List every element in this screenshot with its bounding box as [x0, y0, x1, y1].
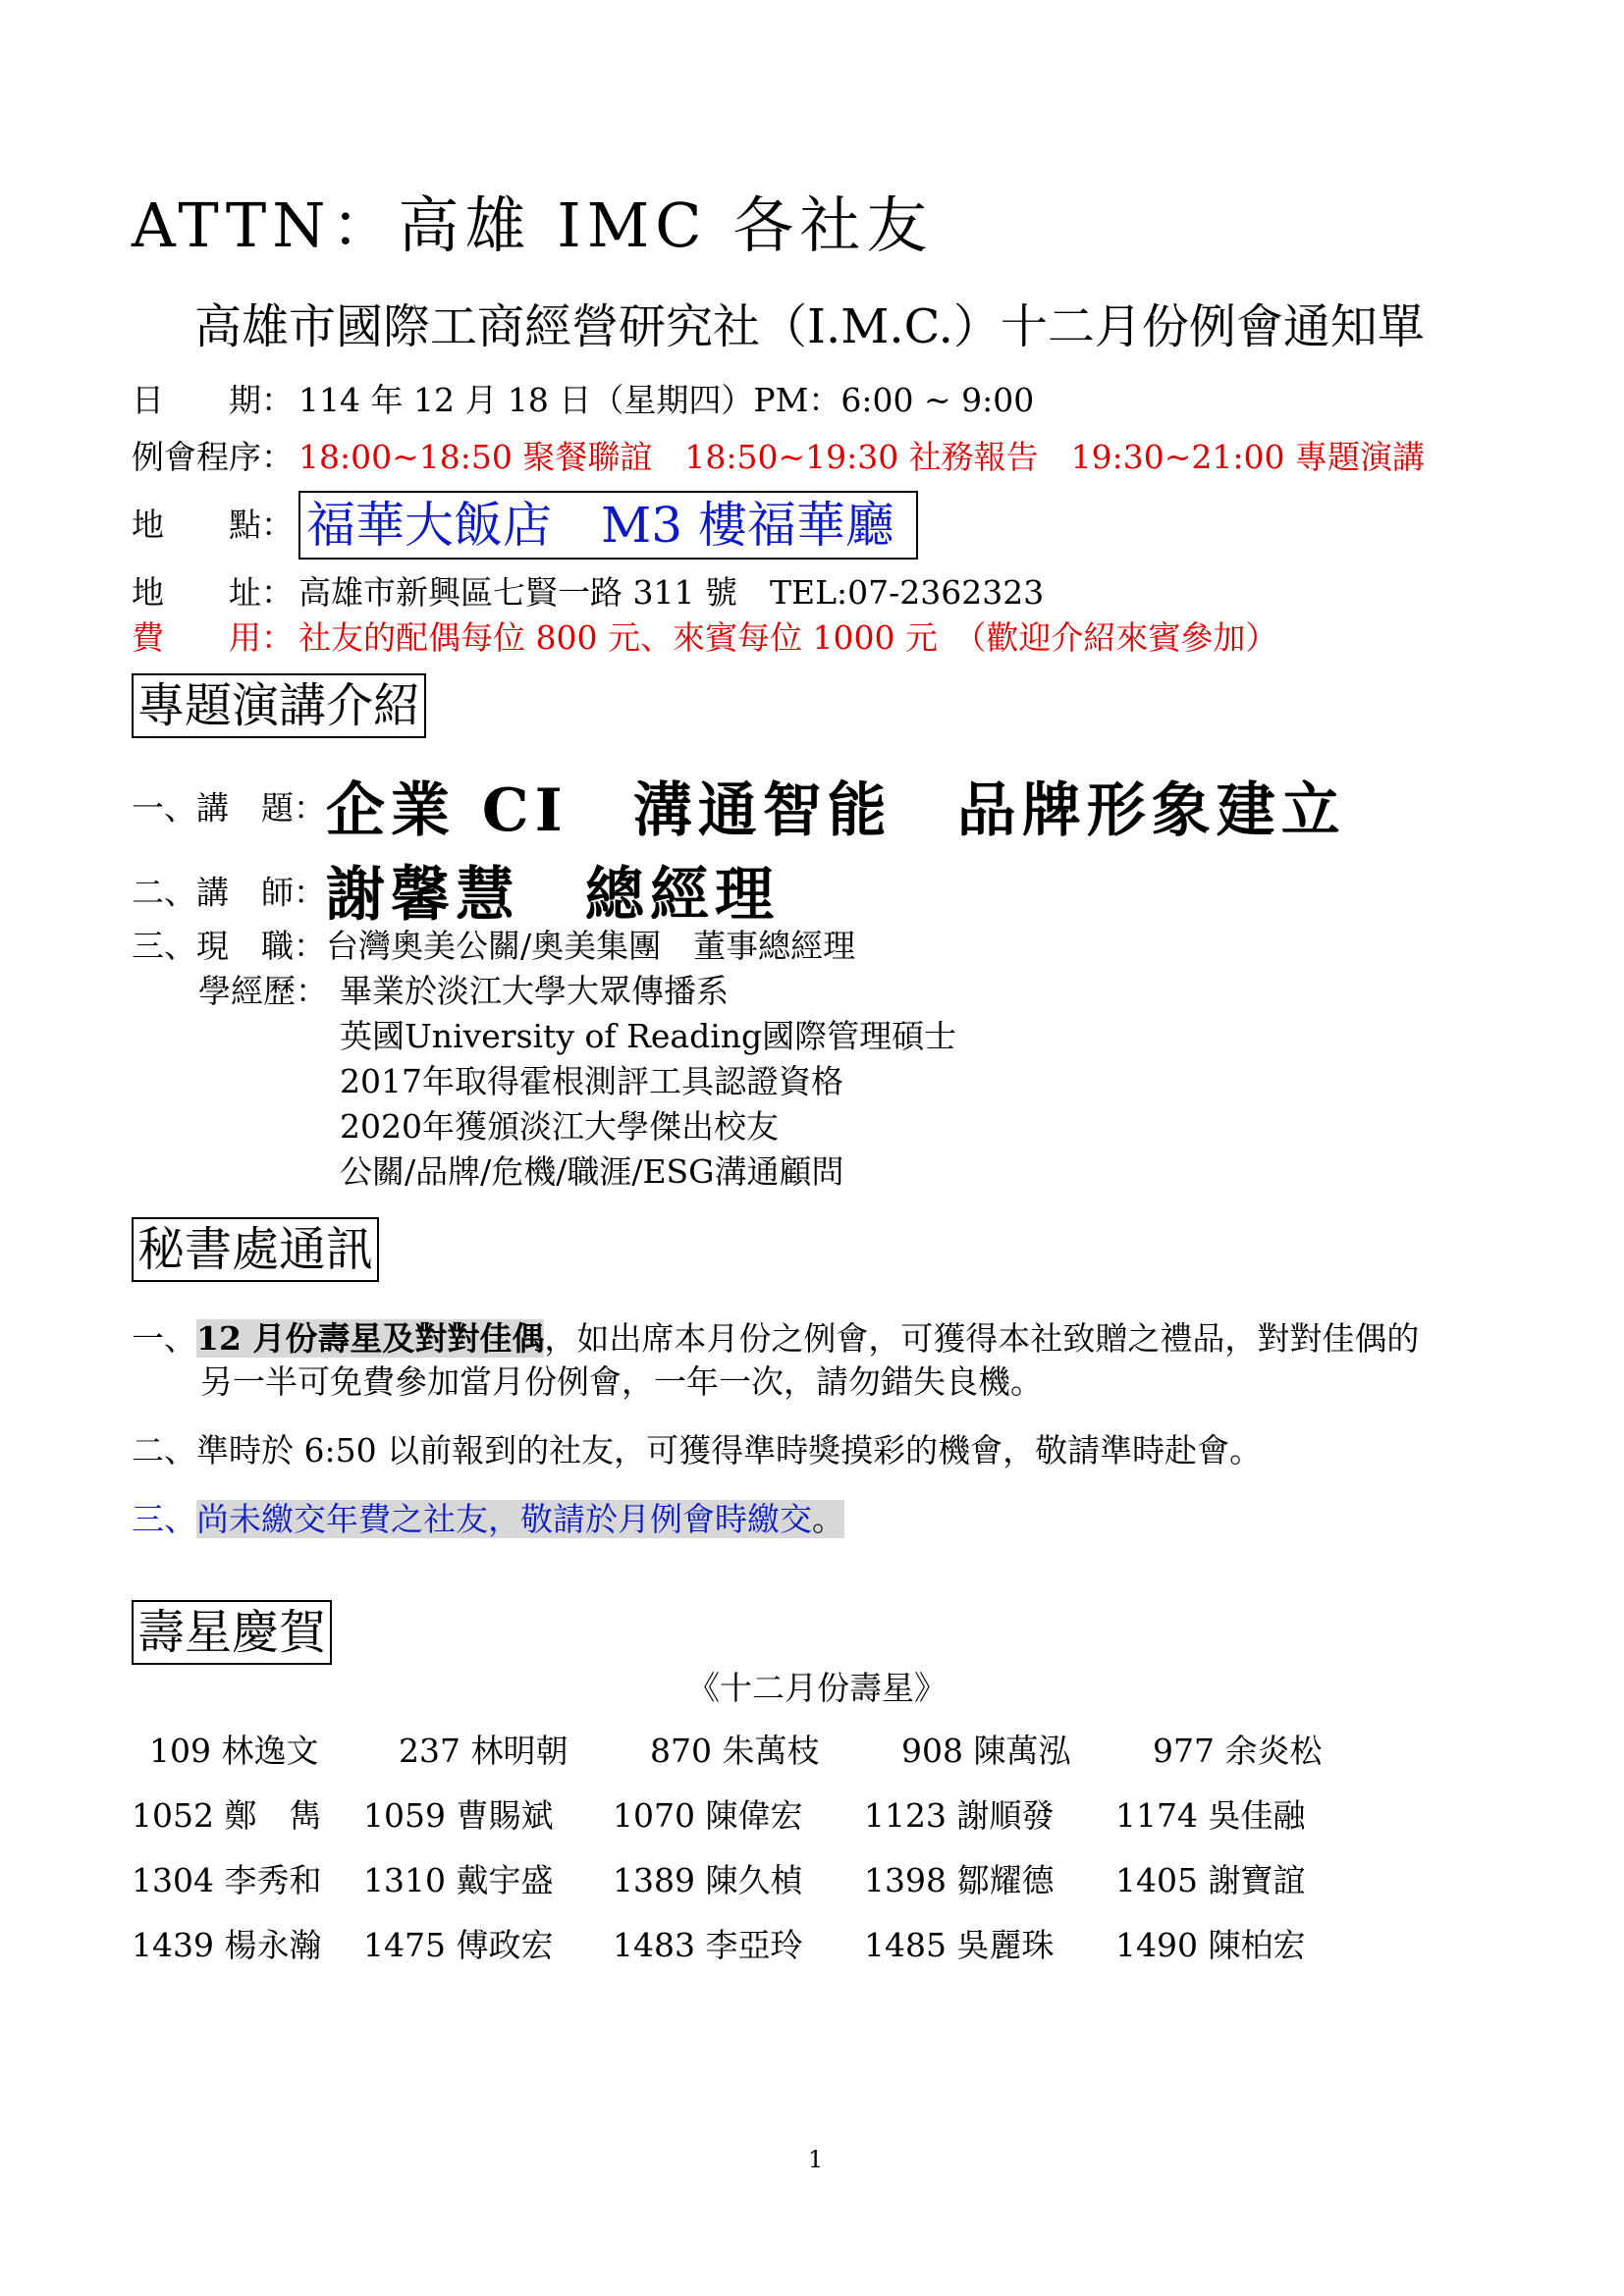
topic-value: 企業 CI 溝通智能 品牌形象建立 [326, 776, 1346, 845]
program-label: 例會程序： [132, 438, 294, 476]
birthday-member: 1059 曹賜斌 [363, 1796, 554, 1835]
birthday-member: 1475 傅政宏 [363, 1926, 554, 1964]
speaker-label: 二、講 師： [132, 873, 326, 912]
venue-line [132, 491, 918, 560]
birthday-section-title: 壽星慶賀 [132, 1600, 332, 1665]
secretariat-section-title: 秘書處通訊 [132, 1217, 379, 1282]
education-item: 英國University of Reading國際管理碩士 [340, 1017, 957, 1055]
notice-item-1-line2: 另一半可免費參加當月份例會，一年一次，請勿錯失良機。 [200, 1362, 1043, 1401]
address-label: 地 址： [132, 573, 294, 612]
position-value: 台灣奧美公關/奧美集團 董事總經理 [326, 927, 856, 965]
notice-item-2: 二、準時於 6:50 以前報到的社友，可獲得準時獎摸彩的機會，敬請準時赴會。 [132, 1431, 1263, 1469]
education-item: 公關/品牌/危機/職涯/ESG溝通顧問 [340, 1152, 844, 1191]
notice-title: 高雄市國際工商經營研究社（I.M.C.）十二月份例會通知單 [194, 299, 1425, 354]
venue-label: 地 點： [132, 506, 294, 544]
date-value: 114 年 12 月 18 日（星期四）PM：6:00 ~ 9:00 [298, 381, 1035, 419]
fee-value: 社友的配偶每位 800 元、來賓每位 1000 元 （歡迎介紹來賓參加） [298, 618, 1278, 657]
birthday-member: 109 林逸文 [149, 1732, 319, 1770]
birthday-member: 1398 鄒耀德 [864, 1861, 1055, 1899]
fee-line [132, 618, 1277, 658]
education-label: 學經歷： [198, 972, 328, 1010]
notice-item-1-highlight: 12 月份壽星及對對佳偶 [196, 1319, 545, 1358]
birthday-member: 237 林明朝 [399, 1732, 568, 1770]
topic-label: 一、講 題： [132, 788, 326, 828]
date-label: 日 期： [132, 381, 294, 419]
birthday-member: 1304 李秀和 [132, 1861, 322, 1899]
birthday-member: 977 余炎松 [1153, 1732, 1323, 1770]
education-item: 2017年取得霍根測評工具認證資格 [340, 1062, 843, 1100]
program-value: 18:00~18:50 聚餐聯誼 18:50~19:30 社務報告 19:30~21:00 專題演講 [298, 438, 1426, 476]
notice-item-1-text: ，如出席本月份之例會，可獲得本社致贈之禮品，對對佳偶的 [544, 1319, 1420, 1358]
program-line [132, 438, 1425, 477]
birthday-member: 1485 吳麗珠 [864, 1926, 1055, 1964]
notice-item-3 [132, 1500, 844, 1539]
birthday-member: 1052 鄭 雋 [132, 1796, 322, 1835]
education-item: 畢業於淡江大學大眾傳播系 [340, 972, 729, 1010]
birthday-member: 1123 謝順發 [864, 1796, 1055, 1835]
venue-value: 福華大飯店 M3 樓福華廳 [298, 491, 918, 560]
speaker-value: 謝馨慧 總經理 [326, 861, 780, 930]
attention-heading: ATTN：高雄 IMC 各社友 [132, 189, 934, 261]
notice-item-1-prefix: 一、 [132, 1319, 196, 1358]
speaker-line [132, 848, 780, 933]
birthday-member: 1389 陳久楨 [613, 1861, 803, 1899]
birthday-member: 1439 楊永瀚 [132, 1926, 322, 1964]
birthday-member: 1310 戴宇盛 [363, 1861, 554, 1899]
address-line [132, 573, 1044, 613]
education-item: 2020年獲頒淡江大學傑出校友 [340, 1107, 779, 1146]
birthday-member: 1405 謝寶誼 [1115, 1861, 1306, 1899]
notice-item-3-prefix: 三、 [132, 1500, 196, 1538]
notice-item-1 [132, 1319, 1419, 1359]
birthday-subtitle: 《十二月份壽星》 [687, 1669, 947, 1707]
birthday-member: 1490 陳柏宏 [1115, 1926, 1306, 1964]
position-label: 三、現 職： [132, 927, 326, 965]
address-value: 高雄市新興區七賢一路 311 號 TEL:07-2362323 [298, 573, 1045, 612]
position-line [132, 927, 855, 966]
birthday-member: 1483 李亞玲 [613, 1926, 803, 1964]
page-number: 1 [808, 2146, 824, 2173]
birthday-member: 908 陳萬泓 [901, 1732, 1071, 1770]
topic-line [132, 764, 1346, 848]
birthday-member: 1070 陳偉宏 [613, 1796, 803, 1835]
birthday-member: 1174 吳佳融 [1115, 1796, 1306, 1835]
fee-label: 費 用： [132, 618, 294, 657]
birthday-member: 870 朱萬枝 [650, 1732, 820, 1770]
notice-item-3-text: 尚未繳交年費之社友，敬請於月例會時繳交。 [196, 1500, 844, 1538]
talk-section-title: 專題演講介紹 [132, 673, 426, 738]
date-line [132, 381, 1034, 420]
